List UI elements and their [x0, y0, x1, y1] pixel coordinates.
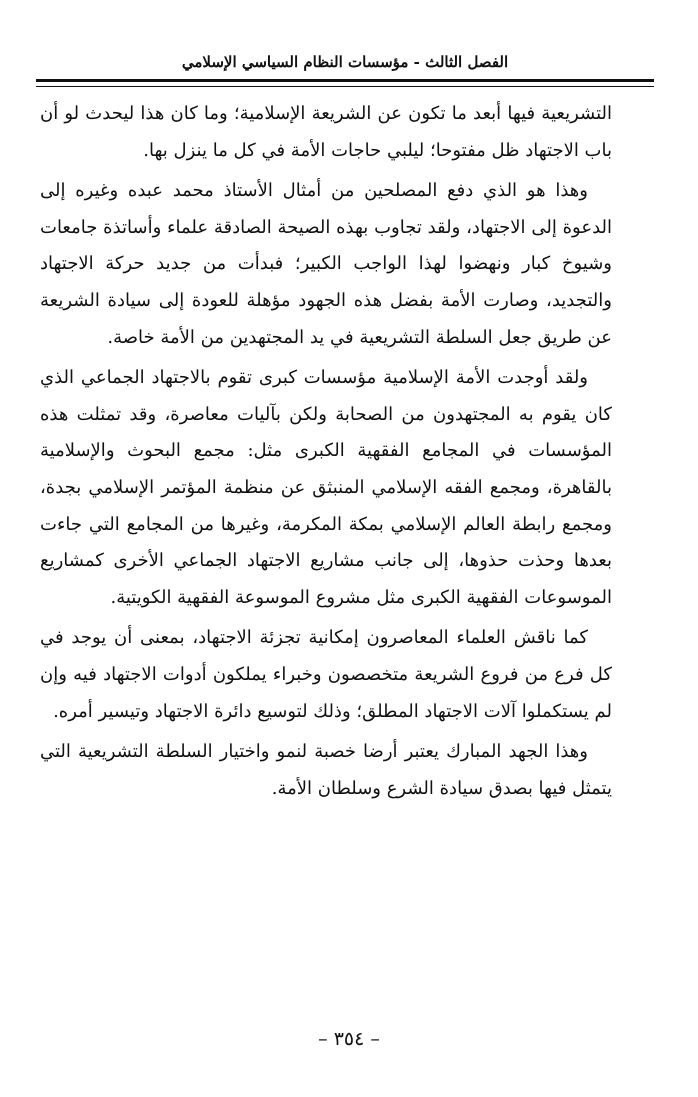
running-header: الفصل الثالث - مؤسسات النظام السياسي الإسلامي [181, 53, 509, 71]
paragraph: ولقد أوجدت الأمة الإسلامية مؤسسات كبرى تقوم بالاجتهاد الجماعي الذي كان يقوم به المجتهدون من الصحابة ولكن بآليات معاصرة، وقد تمثلت هذه المؤسسات في المجامع الفقهية الكبرى مثل: مجمع البحوث والإسلامية بالقاهرة، ومجمع الفقه الإسلامي المنبثق عن منظمة المؤتمر الإسلامي بجدة، ومجمع رابطة العالم الإسلامي بمكة المكرمة، وغيرها من المجامع التي جاءت بعدها وحذت حذوها، إلى جانب مشاريع الاجتهاد الجماعي الأخرى كمشاريع الموسوعات الفقهية الكبرى مثل مشروع الموسوعة الفقهية الكويتية. [40, 367, 612, 608]
header-rule-thin [36, 86, 654, 87]
body-text [40, 96, 612, 1016]
paragraph: التشريعية فيها أبعد ما تكون عن الشريعة الإسلامية؛ وما كان هذا ليحدث لو أن باب الاجتهاد ظل مفتوحا؛ ليلبي حاجات الأمة في كل ما ينزل بها. [40, 103, 612, 161]
paragraph: وهذا هو الذي دفع المصلحين من أمثال الأستاذ محمد عبده وغيره إلى الدعوة إلى الاجتهاد، ولقد تجاوب بهذه الصيحة الصادقة علماء وأساتذة جامعات وشيوخ كبار ونهضوا لهذا الواجب الكبير؛ فبدأت من جديد حركة الاجتهاد والتجديد، وصارت الأمة بفضل هذه الجهود مؤهلة للعودة إلى سيادة الشريعة عن طريق جعل السلطة التشريعية في يد المجتهدين من الأمة خاصة. [40, 180, 612, 348]
paragraph: كما ناقش العلماء المعاصرون إمكانية تجزئة الاجتهاد، بمعنى أن يوجد في كل فرع من فروع الشريعة متخصصون وخبراء يملكون أدوات الاجتهاد فيه وإن لم يستكملوا آلات الاجتهاد المطلق؛ وذلك لتوسيع دائرة الاجتهاد وتيسير أمره. [40, 627, 612, 722]
paragraph: وهذا الجهد المبارك يعتبر أرضا خصبة لنمو واختيار السلطة التشريعية التي يتمثل فيها بصدق سيادة الشرع وسلطان الأمة. [40, 741, 612, 799]
page-number: – ٣٥٤ – [318, 1028, 380, 1050]
header-rule-thick [36, 79, 654, 82]
